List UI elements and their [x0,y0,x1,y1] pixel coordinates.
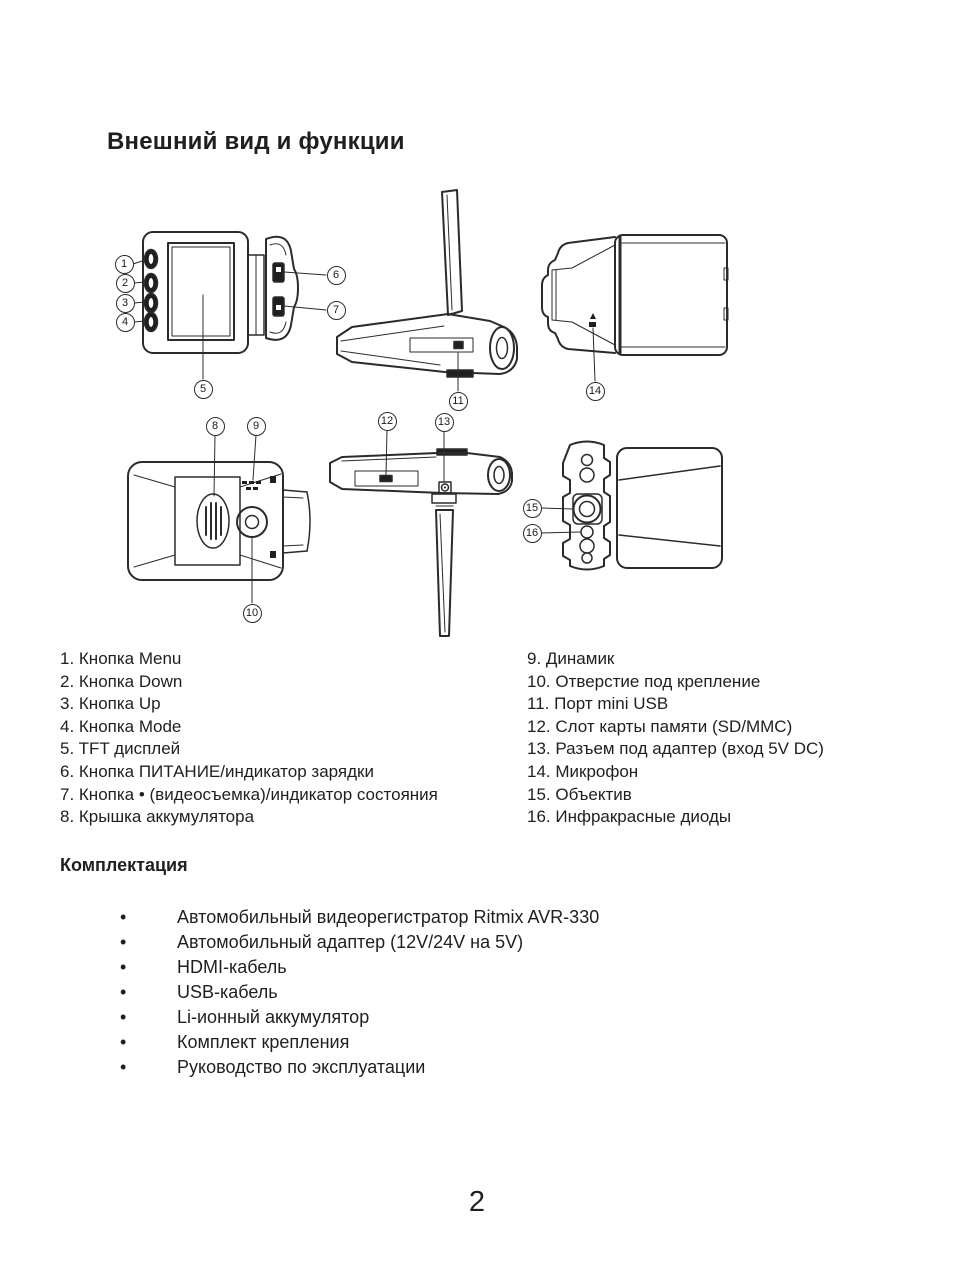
callout-12: 12 [378,412,397,431]
parts-item-6: 6. Кнопка ПИТАНИЕ/индикатор зарядки [60,761,374,781]
parts-list-left [60,648,438,829]
package-item [120,1055,599,1080]
parts-item-3: 3. Кнопка Up [60,694,161,714]
device-line-art [90,175,750,650]
parts-list-right [527,648,824,829]
callout-13: 13 [435,413,454,432]
parts-item-16: 16. Инфракрасные диоды [527,807,732,827]
parts-item-4: 4. Кнопка Mode [60,716,182,736]
bullet-icon: • [120,907,127,927]
bullet-icon: • [120,1032,127,1052]
package-item-text: USB-кабель [177,982,278,1002]
package-item-text: Руководство по эксплуатации [177,1057,426,1077]
package-item [120,980,599,1005]
parts-item-15: 15. Объектив [527,784,632,804]
page-title: Внешний вид и функции [107,128,405,155]
callout-5: 5 [194,380,213,399]
package-item [120,1030,599,1055]
parts-item-12: 12. Слот карты памяти (SD/MMC) [527,716,793,736]
callout-8: 8 [206,417,225,436]
package-list [120,905,599,1080]
package-item [120,930,599,955]
parts-item-14: 14. Микрофон [527,761,639,781]
package-item [120,1005,599,1030]
parts-item-9: 9. Динамик [527,649,615,668]
callout-15: 15 [523,499,542,518]
package-item-text: HDMI-кабель [177,957,287,977]
parts-item-7: 7. Кнопка • (видеосъемка)/индикатор состояния [60,784,438,804]
device-diagram [90,175,750,650]
callout-7: 7 [327,301,346,320]
callout-9: 9 [247,417,266,436]
callout-16: 16 [523,524,542,543]
package-heading: Комплектация [60,855,188,875]
parts-item-2: 2. Кнопка Down [60,671,183,691]
callout-4: 4 [116,313,135,332]
callout-1: 1 [115,255,134,274]
bullet-icon: • [120,1007,127,1027]
parts-item-8: 8. Крышка аккумулятора [60,807,255,827]
parts-item-11: 11. Порт mini USB [527,694,669,714]
parts-item-10: 10. Отверстие под крепление [527,671,761,691]
package-item-text: Комплект крепления [177,1032,350,1052]
bullet-icon: • [120,957,127,977]
parts-item-1: 1. Кнопка Menu [60,649,182,668]
bullet-icon: • [120,932,127,952]
package-item-text: Li-ионный аккумулятор [177,1007,370,1027]
callout-6: 6 [327,266,346,285]
bullet-icon: • [120,1057,127,1077]
callout-10: 10 [243,604,262,623]
callout-3: 3 [116,294,135,313]
parts-item-13: 13. Разъем под адаптер (вход 5V DC) [527,739,824,759]
package-item-text: Автомобильный видеорегистратор Ritmix AVR-330 [177,907,600,927]
bullet-icon: • [120,982,127,1002]
parts-item-5: 5. TFT дисплей [60,739,181,759]
page-number: 2 [468,1186,486,1218]
package-item-text: Автомобильный адаптер (12V/24V на 5V) [177,932,524,952]
callout-11: 11 [449,392,468,411]
package-item [120,955,599,980]
callout-2: 2 [116,274,135,293]
package-item [120,905,599,930]
callout-14: 14 [586,382,605,401]
